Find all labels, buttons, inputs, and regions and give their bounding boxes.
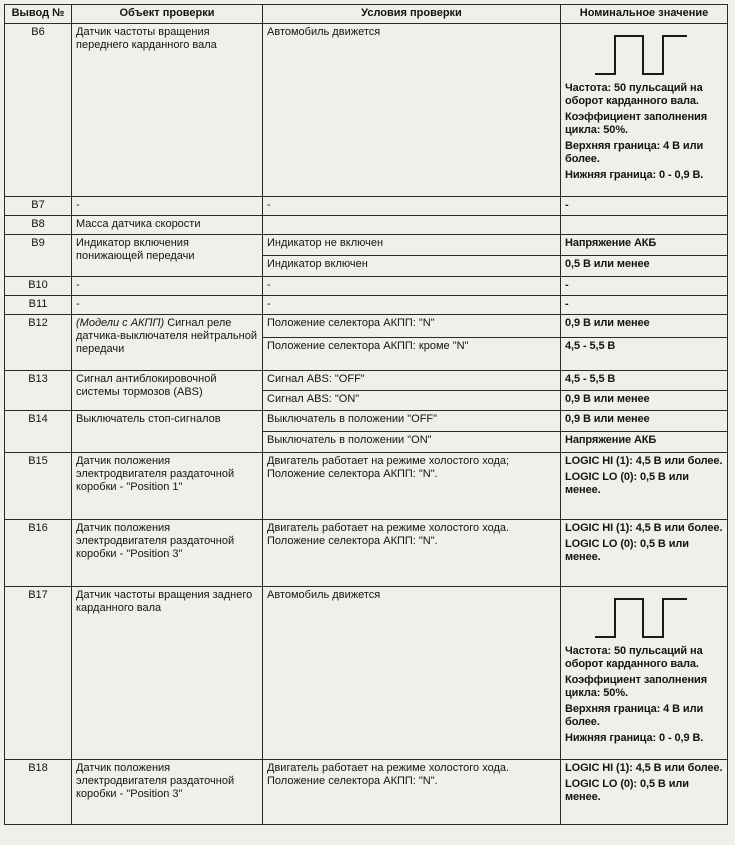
nominal-cell: 0,9 В или менее (561, 411, 728, 432)
nominal-cell (561, 453, 728, 520)
nominal-line: Частота: 50 пульсаций на оборот карданного вала. (565, 645, 703, 670)
condition-cell: Автомобиль движется (263, 24, 561, 197)
pin-cell: B13 (5, 371, 72, 411)
table-row (5, 315, 728, 338)
object-text: Сигнал реле датчика-выключателя нейтральной передачи (76, 317, 257, 355)
object-cell: Датчик положения электродвигателя раздаточной коробки - "Position 1" (72, 453, 263, 520)
condition-cell: Двигатель работает на режиме холостого хода; Положение селектора АКПП: "N". (263, 453, 561, 520)
nominal-line: Коэффициент заполнения цикла: 50%. (565, 674, 708, 699)
table-header-row (5, 5, 728, 24)
nominal-cell (561, 216, 728, 235)
table-row (5, 453, 728, 520)
nominal-line: LOGIC HI (1): 4,5 В или более. (565, 455, 723, 467)
condition-cell: - (263, 197, 561, 216)
condition-cell: Положение селектора АКПП: "N" (263, 315, 561, 338)
table-row (5, 24, 728, 197)
object-model-note: (Модели с АКПП) (76, 317, 165, 329)
table-row (5, 371, 728, 391)
nominal-line: LOGIC LO (0): 0,5 В или менее. (565, 471, 689, 496)
nominal-cell (561, 760, 728, 825)
table-row (5, 216, 728, 235)
nominal-line: LOGIC LO (0): 0,5 В или менее. (565, 538, 689, 563)
header-object: Объект проверки (72, 5, 263, 24)
nominal-cell (561, 587, 728, 760)
nominal-line: Верхняя граница: 4 В или более. (565, 140, 704, 165)
pin-cell: B17 (5, 587, 72, 760)
nominal-line: LOGIC LO (0): 0,5 В или менее. (565, 778, 689, 803)
nominal-cell: 0,9 В или менее (561, 315, 728, 338)
table-row (5, 760, 728, 825)
pin-cell: B10 (5, 277, 72, 296)
nominal-line: Нижняя граница: 0 - 0,9 В. (565, 732, 704, 744)
pin-cell: B7 (5, 197, 72, 216)
table-row (5, 411, 728, 432)
condition-cell: Положение селектора АКПП: кроме "N" (263, 338, 561, 371)
condition-cell: Выключатель в положении "OFF" (263, 411, 561, 432)
pin-cell: B8 (5, 216, 72, 235)
condition-cell: Двигатель работает на режиме холостого хода. Положение селектора АКПП: "N". (263, 760, 561, 825)
square-pulse-waveform-icon (595, 595, 687, 641)
nominal-cell (561, 24, 728, 197)
condition-cell: - (263, 296, 561, 315)
table-row (5, 277, 728, 296)
object-cell: - (72, 277, 263, 296)
nominal-cell: 0,9 В или менее (561, 391, 728, 411)
pin-cell: B14 (5, 411, 72, 453)
pin-cell: B11 (5, 296, 72, 315)
nominal-line: Верхняя граница: 4 В или более. (565, 703, 704, 728)
condition-cell: Сигнал ABS: "ON" (263, 391, 561, 411)
object-cell: Масса датчика скорости (72, 216, 263, 235)
pin-cell: B12 (5, 315, 72, 371)
nominal-cell: 0,5 В или менее (561, 256, 728, 277)
object-cell: Датчик положения электродвигателя раздаточной коробки - "Position 3" (72, 760, 263, 825)
nominal-cell: - (561, 277, 728, 296)
condition-cell: Двигатель работает на режиме холостого хода. Положение селектора АКПП: "N". (263, 520, 561, 587)
nominal-cell: 4,5 - 5,5 В (561, 338, 728, 371)
pin-cell: B9 (5, 235, 72, 277)
pin-cell: B6 (5, 24, 72, 197)
nominal-line: LOGIC HI (1): 4,5 В или более. (565, 522, 723, 534)
condition-cell: Выключатель в положении "ON" (263, 432, 561, 453)
nominal-cell (561, 520, 728, 587)
nominal-line: Коэффициент заполнения цикла: 50%. (565, 111, 708, 136)
object-cell (72, 315, 263, 371)
table-row (5, 197, 728, 216)
pin-cell: B16 (5, 520, 72, 587)
nominal-cell: - (561, 296, 728, 315)
object-cell: Датчик частоты вращения переднего карданного вала (72, 24, 263, 197)
nominal-line: LOGIC HI (1): 4,5 В или более. (565, 762, 723, 774)
condition-cell: Индикатор включен (263, 256, 561, 277)
condition-cell: - (263, 277, 561, 296)
nominal-line: Нижняя граница: 0 - 0,9 В. (565, 169, 704, 181)
nominal-cell: 4,5 - 5,5 В (561, 371, 728, 391)
condition-cell: Сигнал ABS: "OFF" (263, 371, 561, 391)
object-cell: Датчик частоты вращения заднего карданного вала (72, 587, 263, 760)
nominal-cell: Напряжение АКБ (561, 235, 728, 256)
condition-cell (263, 216, 561, 235)
nominal-line: Частота: 50 пульсаций на оборот карданного вала. (565, 82, 703, 107)
header-conditions: Условия проверки (263, 5, 561, 24)
object-cell: - (72, 296, 263, 315)
header-pin: Вывод № (5, 5, 72, 24)
table-row (5, 520, 728, 587)
object-cell: - (72, 197, 263, 216)
square-pulse-waveform-icon (595, 32, 687, 78)
condition-cell: Индикатор не включен (263, 235, 561, 256)
header-nominal: Номинальное значение (561, 5, 728, 24)
condition-cell: Автомобиль движется (263, 587, 561, 760)
object-cell: Индикатор включения понижающей передачи (72, 235, 263, 277)
connector-pin-table (4, 4, 728, 825)
pin-cell: B18 (5, 760, 72, 825)
nominal-cell: Напряжение АКБ (561, 432, 728, 453)
table-row (5, 235, 728, 256)
table-row (5, 587, 728, 760)
object-cell: Выключатель стоп-сигналов (72, 411, 263, 453)
object-cell: Датчик положения электродвигателя раздаточной коробки - "Position 3" (72, 520, 263, 587)
nominal-cell: - (561, 197, 728, 216)
object-cell: Сигнал антиблокировочной системы тормозов (ABS) (72, 371, 263, 411)
pin-cell: B15 (5, 453, 72, 520)
table-row (5, 296, 728, 315)
